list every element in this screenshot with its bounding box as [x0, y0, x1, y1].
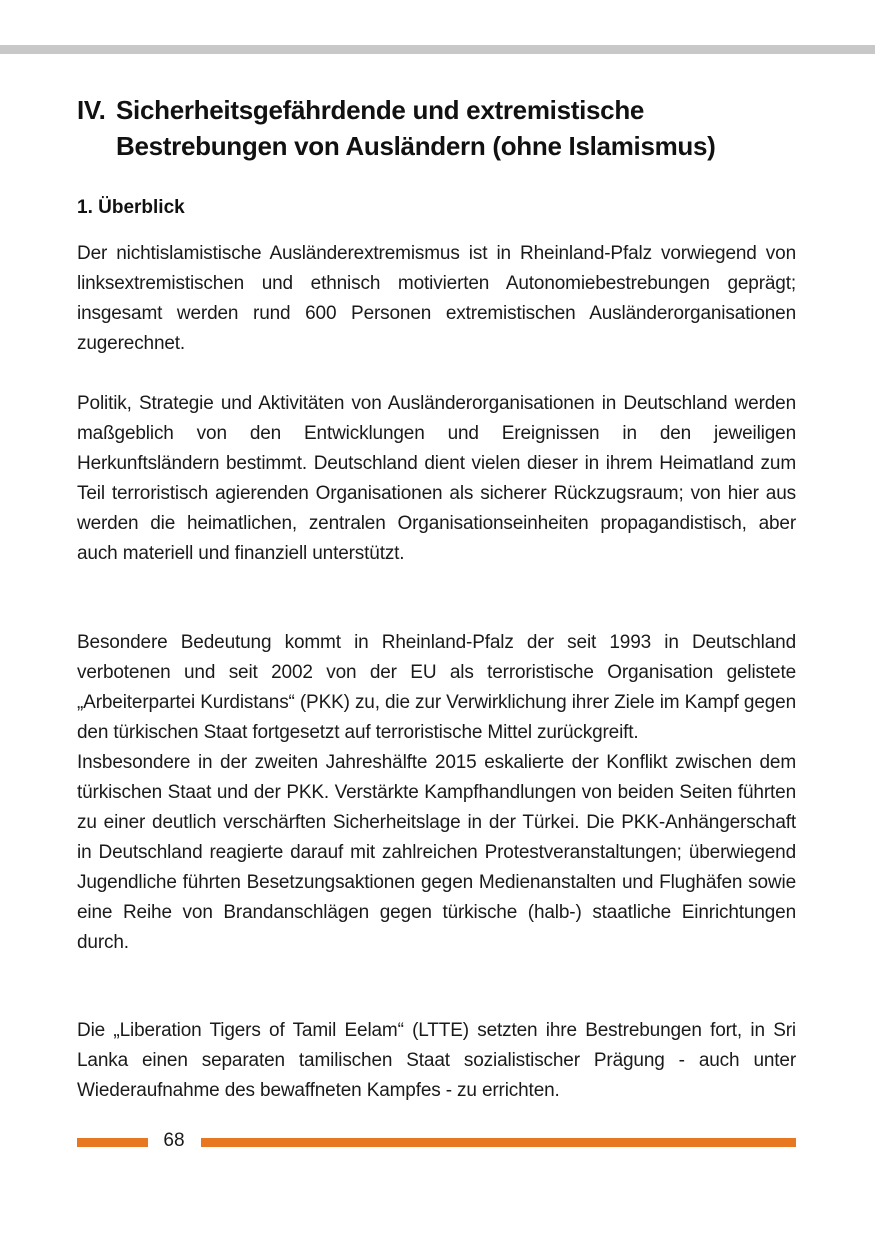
chapter-title-line2: Bestrebungen von Ausländern (ohne Islamismus) [116, 131, 716, 161]
paragraph-politics: Politik, Strategie und Aktivitäten von Ausländerorganisationen in Deutschland werden maßgeblich von den Entwicklungen und Ereignissen in den jeweiligen Herkunftsländern bestimmt. Deutschland dient vielen dieser in ihrem Heimatland zum Teil terroristisch agierenden Organisationen als sicherer Rückzugsraum; von hier aus werden die heimatlichen, zentralen Organisationseinheiten propagandistisch, aber auch materiell und finanziell unterstützt. [77, 393, 796, 564]
page-number: 68 [163, 1130, 185, 1151]
chapter-number: IV. [77, 95, 106, 125]
chapter-title-line1: Sicherheitsgefährdende und extremistische [116, 95, 645, 125]
paragraph-pkk: Besondere Bedeutung kommt in Rheinland-Pfalz der seit 1993 in Deutschland verbotenen und seit 2002 von der EU als terroristische Organisation gelistete „Arbeiterpartei Kurdistans“ (PKK) zu, die zur Verwirklichung ihrer Ziele im Kampf gegen den türkischen Staat fortgesetzt auf terroristische Mittel zurückgreift. [77, 632, 796, 743]
footer-bar-right [201, 1138, 796, 1147]
chapter-heading [77, 92, 817, 164]
paragraph-pkk-block [77, 628, 796, 958]
paragraph-ltte: Die „Liberation Tigers of Tamil Eelam“ (LTTE) setzten ihre Bestrebungen fort, in Sri Lanka einen separaten tamilischen Staat sozialistischer Prägung - auch unter Wiederaufnahme des bewaffneten Kampfes - zu errichten. [77, 1020, 796, 1101]
paragraph-overview: Der nichtislamistische Ausländerextremismus ist in Rheinland-Pfalz vorwiegend von linksextremistischen und ethnisch motivierten Autonomiebestrebungen geprägt; insgesamt werden rund 600 Personen extremistischen Ausländerorganisationen zugerechnet. [77, 243, 796, 354]
top-rule [0, 45, 875, 54]
section-heading: 1. Überblick [77, 197, 185, 218]
paragraph-escalation: Insbesondere in der zweiten Jahreshälfte 2015 eskalierte der Konflikt zwischen dem türkischen Staat und der PKK. Verstärkte Kampfhandlungen von beiden Seiten führten zu einer deutlich verschärften Sicherheitslage in der Türkei. Die PKK-Anhängerschaft in Deutschland reagierte darauf mit zahlreichen Protestveranstaltungen; überwiegend Jugendliche führten Besetzungsaktionen gegen Medienanstalten und Flughäfen sowie eine Reihe von Brandanschlägen gegen türkische (halb-) staatliche Einrichtungen durch. [77, 752, 796, 953]
footer-bar-left [77, 1138, 148, 1147]
